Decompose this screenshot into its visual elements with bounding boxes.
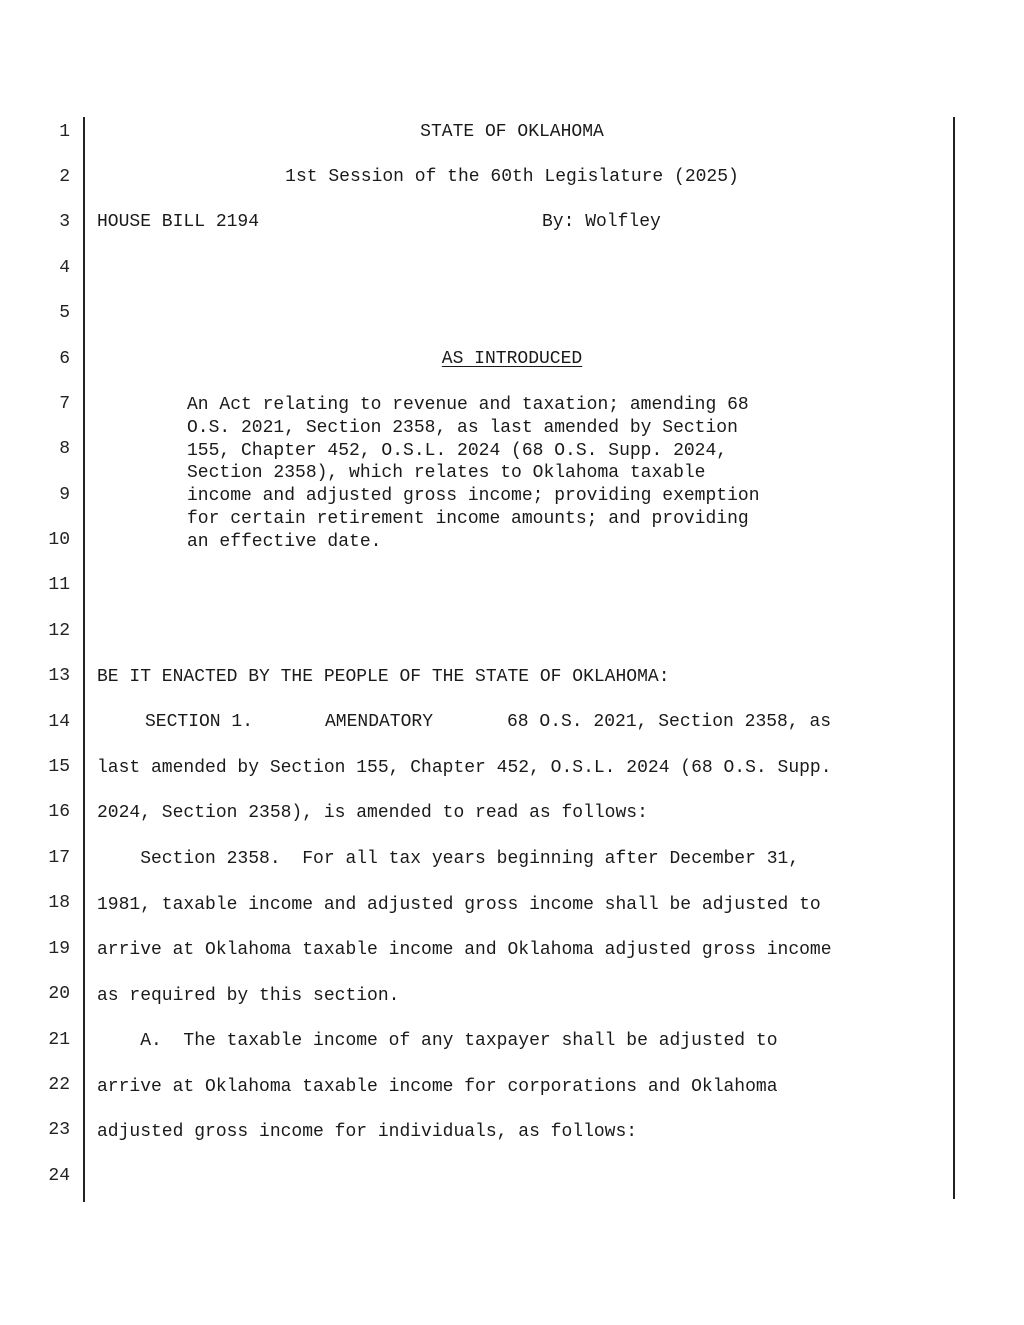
summary-line: 155, Chapter 452, O.S.L. 2024 (68 O.S. Supp. 2024, bbox=[187, 440, 728, 461]
line-number: 5 bbox=[59, 303, 70, 323]
body-line: last amended by Section 155, Chapter 452, O.S.L. 2024 (68 O.S. Supp. bbox=[97, 758, 832, 778]
line-number: 19 bbox=[48, 939, 70, 959]
body-line: arrive at Oklahoma taxable income for corporations and Oklahoma bbox=[97, 1077, 778, 1097]
line-number: 20 bbox=[48, 984, 70, 1004]
line-number: 11 bbox=[48, 575, 70, 595]
line-number: 14 bbox=[48, 712, 70, 732]
summary-line: Section 2358), which relates to Oklahoma taxable bbox=[187, 463, 706, 484]
bill-summary bbox=[187, 394, 887, 554]
enacting-clause: BE IT ENACTED BY THE PEOPLE OF THE STATE OF OKLAHOMA: bbox=[97, 667, 670, 687]
body-line: A. The taxable income of any taxpayer shall be adjusted to bbox=[97, 1031, 778, 1051]
line-number: 10 bbox=[48, 530, 70, 550]
line-number: 9 bbox=[59, 485, 70, 505]
state-heading: STATE OF OKLAHOMA bbox=[420, 122, 604, 142]
line-number: 12 bbox=[48, 621, 70, 641]
summary-line: an effective date. bbox=[187, 531, 382, 552]
line-number: 6 bbox=[59, 349, 70, 369]
line-number: 13 bbox=[48, 666, 70, 686]
line-number: 7 bbox=[59, 394, 70, 414]
section-type: AMENDATORY bbox=[325, 712, 434, 732]
left-margin-rule bbox=[83, 117, 85, 1202]
line-number: 22 bbox=[48, 1075, 70, 1095]
status-heading bbox=[97, 349, 927, 369]
line-number: 2 bbox=[59, 167, 70, 187]
line-number: 18 bbox=[48, 893, 70, 913]
line-number: 3 bbox=[59, 212, 70, 232]
body-line: adjusted gross income for individuals, as follows: bbox=[97, 1122, 638, 1142]
line-number: 24 bbox=[48, 1166, 70, 1186]
line-number: 17 bbox=[48, 848, 70, 868]
line-number: 15 bbox=[48, 757, 70, 777]
status-text: AS INTRODUCED bbox=[441, 349, 583, 369]
body-line: 2024, Section 2358), is amended to read as follows: bbox=[97, 803, 648, 823]
line-number: 23 bbox=[48, 1120, 70, 1140]
line-number: 8 bbox=[59, 439, 70, 459]
body-line: 1981, taxable income and adjusted gross income shall be adjusted to bbox=[97, 895, 821, 915]
body-line: as required by this section. bbox=[97, 986, 400, 1006]
summary-line: O.S. 2021, Section 2358, as last amended by Section bbox=[187, 417, 738, 438]
bill-author: By: Wolfley bbox=[542, 212, 661, 232]
line-number: 1 bbox=[59, 122, 70, 142]
section-label: SECTION 1. bbox=[145, 712, 254, 732]
line-number: 21 bbox=[48, 1030, 70, 1050]
summary-line: income and adjusted gross income; providing exemption bbox=[187, 486, 760, 507]
line-number: 4 bbox=[59, 258, 70, 278]
body-line: Section 2358. For all tax years beginning after December 31, bbox=[97, 849, 800, 869]
line-number: 16 bbox=[48, 802, 70, 822]
summary-line: An Act relating to revenue and taxation; amending 68 bbox=[187, 395, 749, 415]
session-heading: 1st Session of the 60th Legislature (2025) bbox=[285, 167, 739, 187]
bill-number: HOUSE BILL 2194 bbox=[97, 212, 260, 232]
body-line: arrive at Oklahoma taxable income and Oklahoma adjusted gross income bbox=[97, 940, 832, 960]
section-citation: 68 O.S. 2021, Section 2358, as bbox=[507, 712, 832, 732]
summary-line: for certain retirement income amounts; and providing bbox=[187, 508, 749, 529]
right-margin-rule bbox=[953, 117, 955, 1199]
